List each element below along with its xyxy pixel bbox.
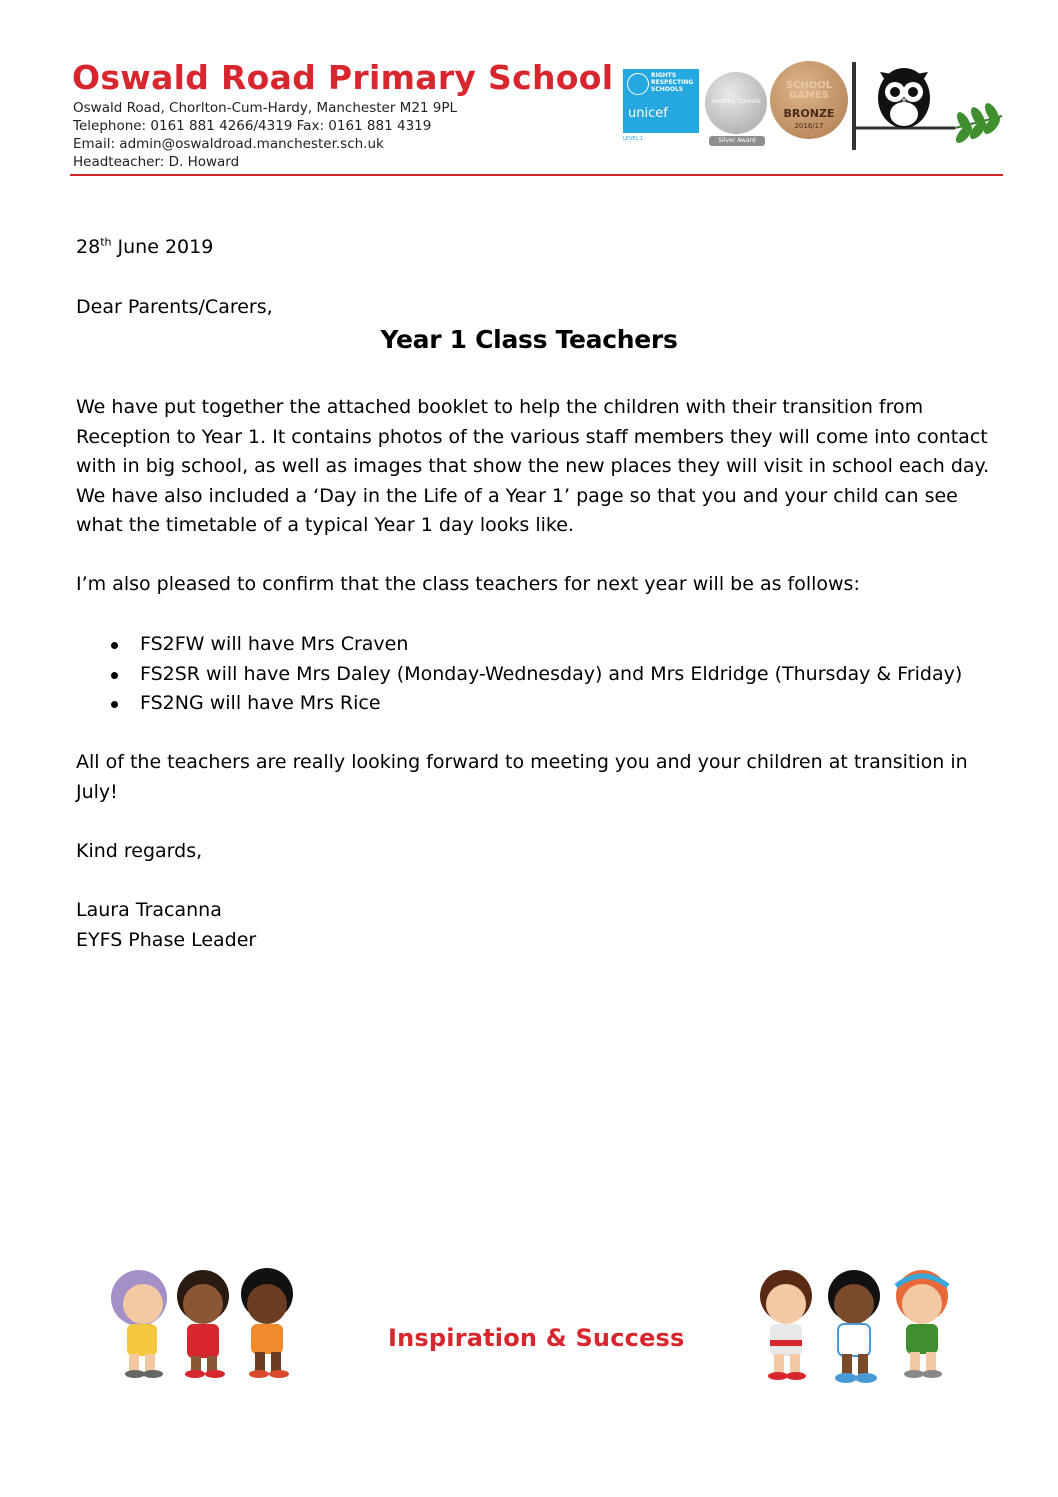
- healthy-schools-text: Healthy Schools: [711, 98, 761, 105]
- paragraph-intro: We have put together the attached booklet to help the children with their transition from Reception to Year 1. It contains photos of the various staff members they will come into contact with in big school, as well as images that show the new places they will visit in school each day. We have also included a ‘Day in the Life of a Year 1’ page so that you and your child can see what the timetable of a typical Year 1 day looks like.: [76, 396, 990, 537]
- school-games-level: BRONZE: [783, 107, 835, 120]
- rights-respecting-schools-badge: [623, 69, 699, 142]
- school-name: Oswald Road Primary School: [72, 58, 614, 97]
- unicef-logo-text: unicef: [628, 106, 668, 121]
- school-games-year: 2016/17: [794, 122, 824, 130]
- signer-role: EYFS Phase Leader: [76, 929, 257, 951]
- list-item: FS2FW will have Mrs Craven: [76, 630, 962, 660]
- school-motto: Inspiration & Success: [388, 1324, 685, 1352]
- school-telephone: Telephone: 0161 881 4266/4319 Fax: 0161 881 4319: [73, 118, 432, 134]
- rrs-badge-text: RIGHTS RESPECTING SCHOOLS: [651, 72, 694, 93]
- date-suffix: th: [100, 235, 112, 249]
- school-address: Oswald Road, Chorlton-Cum-Hardy, Manchester M21 9PL: [73, 100, 458, 116]
- paragraph-confirm: I’m also pleased to confirm that the class teachers for next year will be as follows:: [76, 573, 860, 595]
- school-games-title: SCHOOL GAMES: [785, 80, 833, 101]
- header-divider: [70, 174, 1003, 176]
- rrs-level: LEVEL 1: [623, 136, 644, 142]
- letterhead: [70, 58, 1005, 178]
- healthy-schools-ribbon: Silver Award: [709, 136, 765, 146]
- salutation: Dear Parents/Carers,: [76, 296, 273, 318]
- date-day: 28: [76, 236, 101, 258]
- school-email: Email: admin@oswaldroad.manchester.sch.uk: [73, 136, 384, 152]
- children-illustration-left: [97, 1266, 311, 1384]
- teacher-list: [76, 630, 962, 719]
- closing: Kind regards,: [76, 840, 203, 862]
- signer-name: Laura Tracanna: [76, 899, 222, 921]
- paragraph-closing: All of the teachers are really looking forward to meeting you and your children at transition in July!: [76, 751, 968, 803]
- headteacher: Headteacher: D. Howard: [73, 154, 240, 170]
- letter-title: Year 1 Class Teachers: [380, 325, 678, 354]
- list-item: FS2NG will have Mrs Rice: [76, 689, 962, 719]
- children-illustration-right: [746, 1266, 966, 1388]
- globe-icon: [627, 73, 649, 95]
- letter-date: [76, 233, 213, 263]
- owl-on-branch-icon: [850, 62, 1008, 152]
- healthy-schools-badge: [705, 72, 767, 144]
- list-item: FS2SR will have Mrs Daley (Monday-Wednesday) and Mrs Eldridge (Thursday & Friday): [76, 660, 962, 690]
- school-games-badge: [770, 61, 848, 139]
- date-month-year: June 2019: [111, 236, 214, 258]
